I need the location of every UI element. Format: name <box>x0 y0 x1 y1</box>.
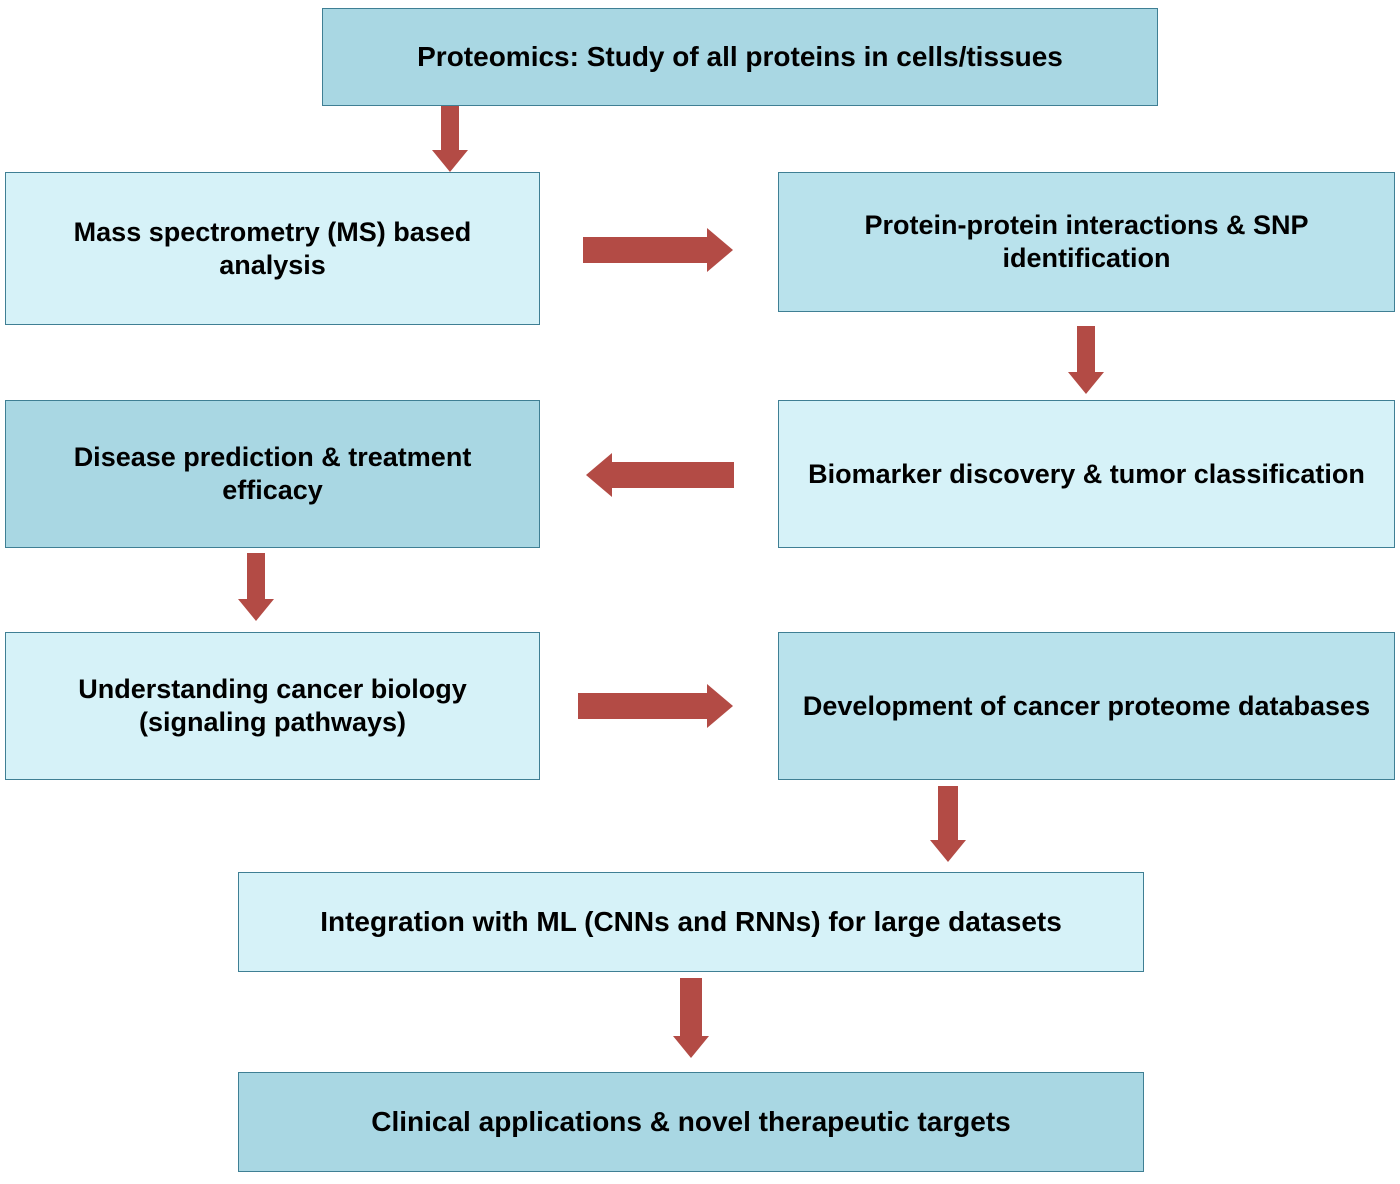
arrow-proteome-database-to-ml-integration <box>930 786 966 862</box>
arrow-cancer-biology-to-proteome-database <box>578 683 733 729</box>
node-proteome-database <box>778 632 1395 780</box>
arrow-ml-integration-to-clinical-applications <box>671 978 711 1058</box>
node-ms-analysis <box>5 172 540 325</box>
arrow-proteomics-to-ms-analysis <box>432 106 468 172</box>
node-proteomics-label: Proteomics: Study of all proteins in cells/tissues <box>417 40 1063 72</box>
node-biomarker-label: Biomarker discovery & tumor classification <box>808 458 1365 489</box>
arrow-ms-analysis-to-ppi-snp <box>583 227 733 273</box>
node-biomarker <box>778 400 1395 548</box>
node-proteomics <box>322 8 1158 106</box>
node-ppi-snp <box>778 172 1395 312</box>
node-ml-integration-label: Integration with ML (CNNs and RNNs) for large datasets <box>320 905 1062 937</box>
node-ppi-snp-label: Protein-protein interactions & SNP identification <box>864 210 1309 273</box>
node-ml-integration <box>238 872 1144 972</box>
node-proteome-database-label: Development of cancer proteome databases <box>802 690 1371 721</box>
node-disease-prediction-label: Disease prediction & treatment efficacy <box>73 442 472 505</box>
node-clinical-applications <box>238 1072 1144 1172</box>
arrow-biomarker-to-disease-prediction <box>586 452 734 498</box>
arrow-ppi-snp-to-biomarker <box>1068 326 1104 394</box>
node-cancer-biology-label: Understanding cancer biology (signaling pathways) <box>78 674 467 737</box>
node-ms-analysis-label: Mass spectrometry (MS) based analysis <box>73 216 472 280</box>
node-disease-prediction <box>5 400 540 548</box>
node-clinical-applications-label: Clinical applications & novel therapeutic targets <box>371 1105 1011 1137</box>
node-cancer-biology <box>5 632 540 780</box>
arrow-disease-prediction-to-cancer-biology <box>238 553 274 621</box>
